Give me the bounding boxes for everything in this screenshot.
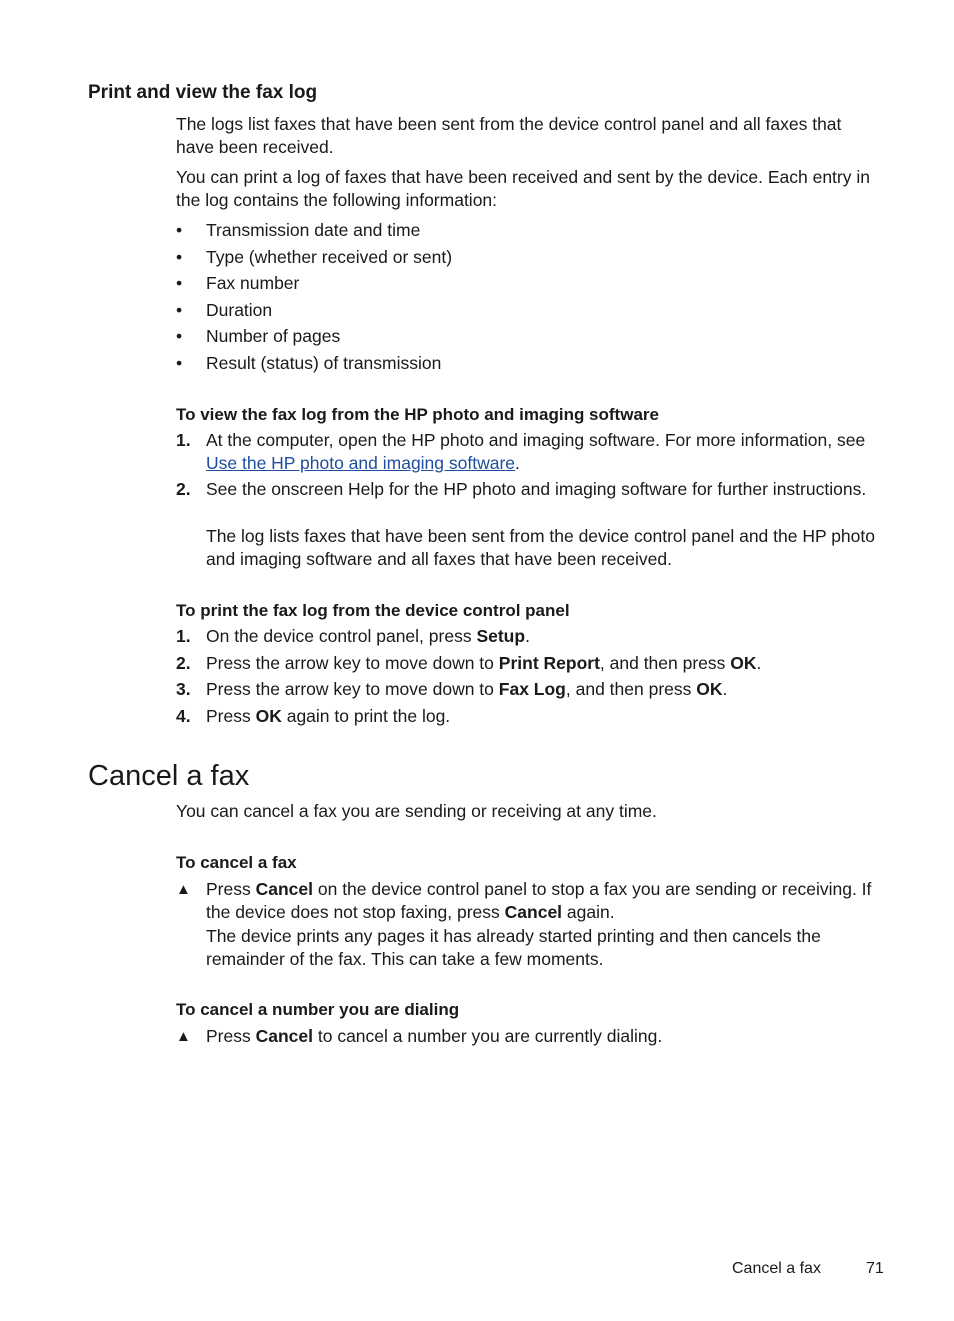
triangle-icon: ▲ bbox=[176, 881, 191, 898]
step-text: Press the arrow key to move down to Print Report, and then press OK. bbox=[206, 653, 762, 673]
step-number: 2. bbox=[176, 653, 191, 673]
procedure-title: To cancel a number you are dialing bbox=[176, 1000, 460, 1019]
footer-section-label: Cancel a fax bbox=[732, 1260, 821, 1277]
procedure-title: To print the fax log from the device control panel bbox=[176, 601, 570, 620]
page-number: 71 bbox=[866, 1260, 884, 1277]
ok-key-label: OK bbox=[696, 679, 723, 699]
cancel-key-label: Cancel bbox=[255, 879, 313, 899]
procedure-title: To view the fax log from the HP photo and imaging software bbox=[176, 405, 659, 424]
step-note: The device prints any pages it has already started printing and then cancels the remainder of the fax. This can take a few moments. bbox=[206, 926, 821, 969]
triangle-icon: ▲ bbox=[176, 1028, 191, 1045]
step-number: 2. bbox=[176, 479, 191, 499]
step-note: The log lists faxes that have been sent from the device control panel and the HP photo and imaging software and all faxes that have been received. bbox=[206, 526, 875, 569]
step-text: On the device control panel, press Setup. bbox=[206, 626, 530, 646]
step-text: Press the arrow key to move down to Fax Log, and then press OK. bbox=[206, 679, 728, 699]
list-item-text: Transmission date and time bbox=[206, 220, 421, 240]
cancel-key-label: Cancel bbox=[255, 1026, 313, 1046]
step-text: Press Cancel on the device control panel to stop a fax you are sending or receiving. If the device does not stop faxing, press Cancel again. bbox=[206, 879, 872, 922]
hp-software-link[interactable]: Use the HP photo and imaging software bbox=[206, 453, 516, 473]
procedure-title: To cancel a fax bbox=[176, 853, 297, 872]
bullet-mark: • bbox=[176, 220, 183, 240]
cancel-key-label: Cancel bbox=[504, 902, 563, 922]
ok-key-label: OK bbox=[255, 706, 282, 726]
page-title: Cancel a fax bbox=[88, 760, 250, 792]
section-title: Print and view the fax log bbox=[88, 82, 318, 103]
step-number: 1. bbox=[176, 430, 191, 450]
bullet-mark: • bbox=[176, 353, 183, 373]
step-number: 4. bbox=[176, 706, 191, 726]
list-item-text: Type (whether received or sent) bbox=[206, 247, 453, 267]
step-text: Press Cancel to cancel a number you are currently dialing. bbox=[206, 1026, 663, 1046]
paragraph: You can print a log of faxes that have been received and sent by the device. Each entry in the log contains the following information: bbox=[176, 167, 870, 210]
list-item-text: Number of pages bbox=[206, 326, 341, 346]
step-number: 3. bbox=[176, 679, 191, 699]
menu-label: Print Report bbox=[498, 653, 600, 673]
step-text: See the onscreen Help for the HP photo and imaging software for further instructions. bbox=[206, 479, 867, 499]
bullet-mark: • bbox=[176, 300, 183, 320]
bullet-mark: • bbox=[176, 273, 183, 293]
step-text: Press OK again to print the log. bbox=[206, 706, 451, 726]
paragraph: You can cancel a fax you are sending or receiving at any time. bbox=[176, 801, 657, 821]
bullet-mark: • bbox=[176, 326, 183, 346]
menu-label: Fax Log bbox=[498, 679, 566, 699]
list-item-text: Result (status) of transmission bbox=[206, 353, 442, 373]
setup-key-label: Setup bbox=[476, 626, 526, 646]
list-item-text: Fax number bbox=[206, 273, 300, 293]
step-number: 1. bbox=[176, 626, 191, 646]
step-text: At the computer, open the HP photo and imaging software. For more information, see Use the HP photo and imaging software. bbox=[206, 430, 866, 473]
list-item-text: Duration bbox=[206, 300, 273, 320]
paragraph: The logs list faxes that have been sent from the device control panel and all faxes that have been received. bbox=[176, 114, 842, 157]
bullet-mark: • bbox=[176, 247, 183, 267]
ok-key-label: OK bbox=[730, 653, 757, 673]
